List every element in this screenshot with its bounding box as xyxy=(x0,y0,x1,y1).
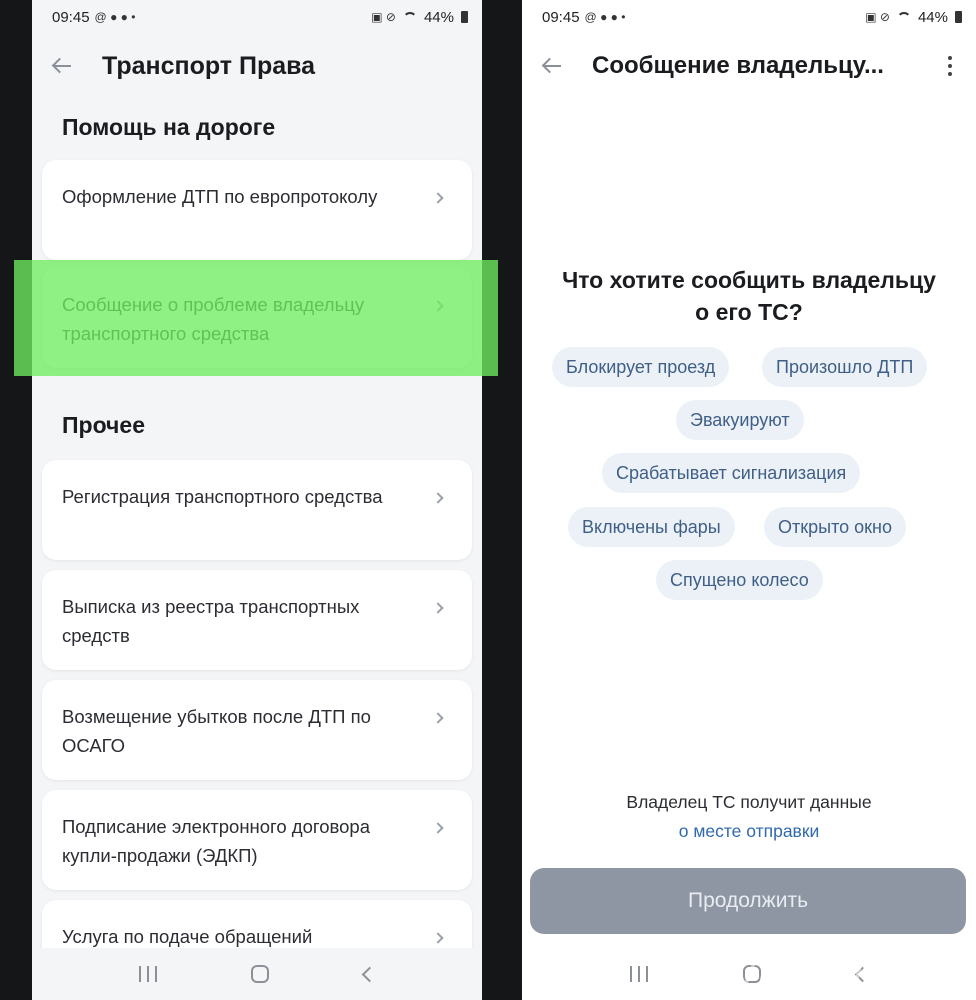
location-info-link[interactable]: о месте отправки xyxy=(678,821,820,841)
battery-percent: 44% xyxy=(423,8,454,26)
chevron-right-icon xyxy=(432,712,443,723)
page-title: Транспорт Права xyxy=(102,51,316,80)
status-bar xyxy=(32,0,482,34)
question-heading xyxy=(522,264,976,328)
back-arrow-icon[interactable] xyxy=(534,46,574,86)
left-phone-screen xyxy=(32,0,482,1000)
watermark: myanswer.ru xyxy=(693,950,962,996)
system-nav-bar xyxy=(32,948,482,1000)
alarm-mute-icons: ▣ ⊘ xyxy=(371,10,396,24)
notification-icons: @ ● ● • xyxy=(584,10,626,24)
recent-apps-icon[interactable] xyxy=(630,966,648,982)
nav-back-icon[interactable] xyxy=(362,966,378,982)
notification-icons: @ ● ● • xyxy=(94,10,136,24)
home-icon[interactable] xyxy=(251,965,269,983)
highlight-overlay xyxy=(14,260,498,376)
section-title-other: Прочее xyxy=(62,412,145,438)
service-item-edkp[interactable] xyxy=(42,790,472,890)
battery-icon xyxy=(461,11,468,23)
chevron-right-icon xyxy=(432,602,443,613)
chevron-right-icon xyxy=(432,192,443,203)
service-item-registration[interactable] xyxy=(42,460,472,560)
app-header xyxy=(32,40,482,92)
question-line-2: о его ТС? xyxy=(695,299,803,325)
recent-apps-icon[interactable] xyxy=(139,966,157,982)
page-title: Сообщение владельцу... xyxy=(592,52,884,79)
section-title-help: Помощь на дороге xyxy=(62,114,276,140)
option-chip-flat-tire[interactable]: Спущено колесо xyxy=(656,560,823,600)
wifi-icon xyxy=(897,12,911,22)
info-text: Владелец ТС получит данные xyxy=(626,792,872,812)
status-bar xyxy=(522,0,976,34)
service-item-label: Выписка из реестра транспортных средств xyxy=(62,596,360,646)
alarm-mute-icons: ▣ ⊘ xyxy=(865,10,890,24)
continue-button[interactable]: Продолжить xyxy=(530,868,966,934)
status-time: 09:45 xyxy=(52,8,90,26)
back-arrow-icon[interactable] xyxy=(44,46,84,86)
service-item-label: Регистрация транспортного средства xyxy=(62,486,383,507)
app-header xyxy=(522,40,976,92)
service-item-label: Оформление ДТП по европротоколу xyxy=(62,186,378,207)
status-time: 09:45 xyxy=(542,8,580,26)
option-chip-towing[interactable]: Эвакуируют xyxy=(676,400,804,440)
option-chip-alarm[interactable]: Срабатывает сигнализация xyxy=(602,453,860,493)
service-item-label: Возмещение убытков после ДТП по ОСАГО xyxy=(62,706,371,756)
service-item-label: Подписание электронного договора купли-продажи (ЭДКП) xyxy=(62,816,371,866)
option-chip-headlights[interactable]: Включены фары xyxy=(568,507,735,547)
question-line-1: Что хотите сообщить владельцу xyxy=(562,267,936,293)
chevron-right-icon xyxy=(432,822,443,833)
battery-icon xyxy=(955,11,962,23)
option-chip-window[interactable]: Открыто окно xyxy=(764,507,906,547)
service-item-europrotocol[interactable] xyxy=(42,160,472,260)
chevron-right-icon xyxy=(432,492,443,503)
option-chip-blocking[interactable]: Блокирует проезд xyxy=(552,347,729,387)
option-chip-accident[interactable]: Произошло ДТП xyxy=(762,347,927,387)
chevron-right-icon xyxy=(432,932,443,943)
right-phone-screen xyxy=(522,0,976,1000)
more-vertical-icon[interactable] xyxy=(948,56,952,76)
service-item-osago-compensation[interactable] xyxy=(42,680,472,780)
service-item-registry-extract[interactable] xyxy=(42,570,472,670)
wifi-icon xyxy=(403,12,417,22)
battery-percent: 44% xyxy=(917,8,948,26)
service-item-label: Услуга по подаче обращений xyxy=(62,926,313,947)
